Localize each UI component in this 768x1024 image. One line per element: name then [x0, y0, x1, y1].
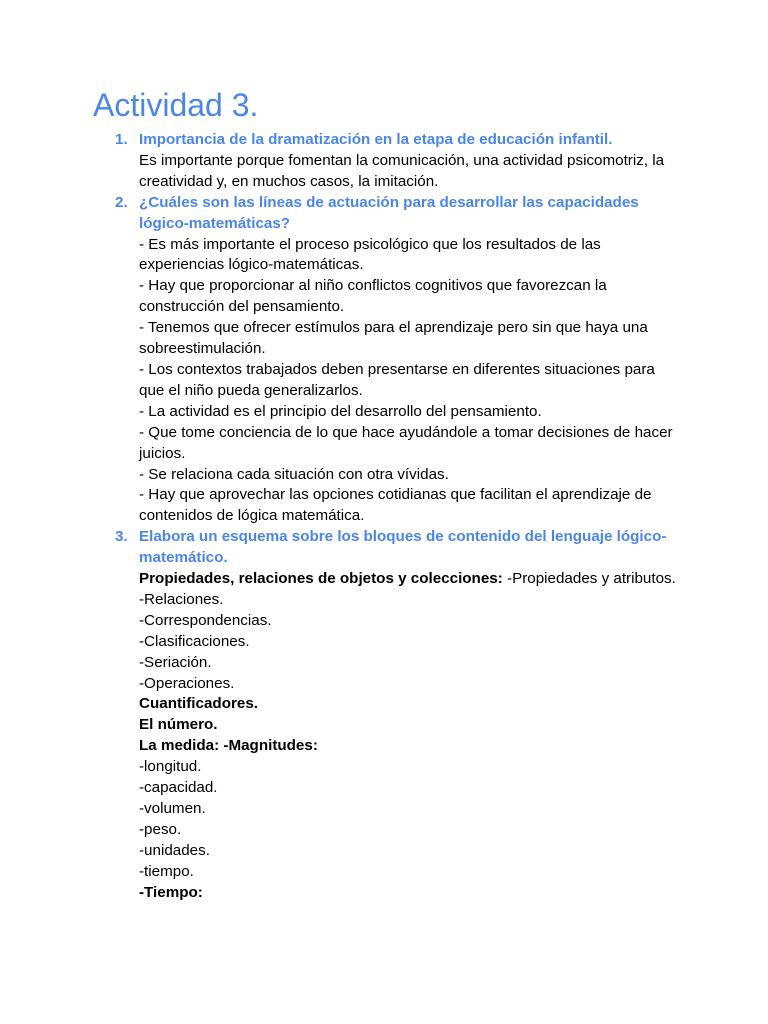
answer-line: - Tenemos que ofrecer estímulos para el aprendizaje pero sin que haya una sobreestimulación.: [139, 319, 648, 358]
question-heading: Elabora un esquema sobre los bloques de contenido del lenguaje lógico-matemático.: [139, 528, 667, 567]
question-heading: Importancia de la dramatización en la etapa de educación infantil.: [139, 131, 613, 148]
answer-line: - Los contextos trabajados deben presentarse en diferentes situaciones para que el niño pueda generalizarlos.: [139, 360, 655, 399]
page-title: Actividad 3.: [93, 87, 259, 123]
answer-line: - La actividad es el principio del desarrollo del pensamiento.: [139, 402, 542, 420]
sub-item: -longitud.: [139, 758, 202, 776]
block-heading: Propiedades, relaciones de objetos y colecciones:: [139, 570, 503, 588]
list-item-2: [115, 193, 684, 528]
block-heading: El número.: [139, 716, 218, 734]
block-propiedades: [139, 569, 684, 590]
block-heading: -Tiempo:: [139, 883, 203, 901]
sub-item: -Correspondencias.: [139, 611, 272, 629]
answer-text: Es importante porque fomentan la comunicación, una actividad psicomotriz, la creatividad y, en muchos casos, la imitación.: [139, 151, 665, 190]
sub-item: -unidades.: [139, 841, 210, 859]
sub-item: -Clasificaciones.: [139, 632, 250, 650]
sub-item: -Relaciones.: [139, 590, 224, 608]
block-text: -Propiedades y atributos.: [502, 570, 676, 588]
answer-line: - Es más importante el proceso psicológico que los resultados de las experiencias lógico-matemáticas.: [139, 235, 601, 274]
list-item-3: [115, 527, 684, 903]
item-number: 2.: [115, 193, 128, 211]
item-number: 3.: [115, 528, 128, 546]
answer-line: - Hay que aprovechar las opciones cotidianas que facilitan el aprendizaje de contenidos de lógica matemática.: [139, 486, 652, 525]
block-heading: Cuantificadores.: [139, 695, 258, 713]
answer-line: - Hay que proporcionar al niño conflictos cognitivos que favorezcan la construcción del pensamiento.: [139, 277, 607, 316]
answer-line: - Se relaciona cada situación con otra vívidas.: [139, 465, 449, 483]
question-heading: ¿Cuáles son las líneas de actuación para desarrollar las capacidades lógico-matemáticas?: [139, 193, 639, 232]
sub-item: -tiempo.: [139, 862, 194, 880]
block-heading: La medida: -Magnitudes:: [139, 737, 318, 755]
list-item-1: [115, 130, 684, 193]
sub-item: -volumen.: [139, 800, 206, 817]
sub-item: -capacidad.: [139, 779, 218, 797]
question-list: [115, 130, 684, 904]
sub-item: -Operaciones.: [139, 674, 235, 692]
sub-item: -Seriación.: [139, 653, 212, 671]
sub-item: -peso.: [139, 820, 182, 838]
answer-line: - Que tome conciencia de lo que hace ayudándole a tomar decisiones de hacer juicios.: [139, 423, 673, 462]
item-number: 1.: [115, 131, 128, 148]
